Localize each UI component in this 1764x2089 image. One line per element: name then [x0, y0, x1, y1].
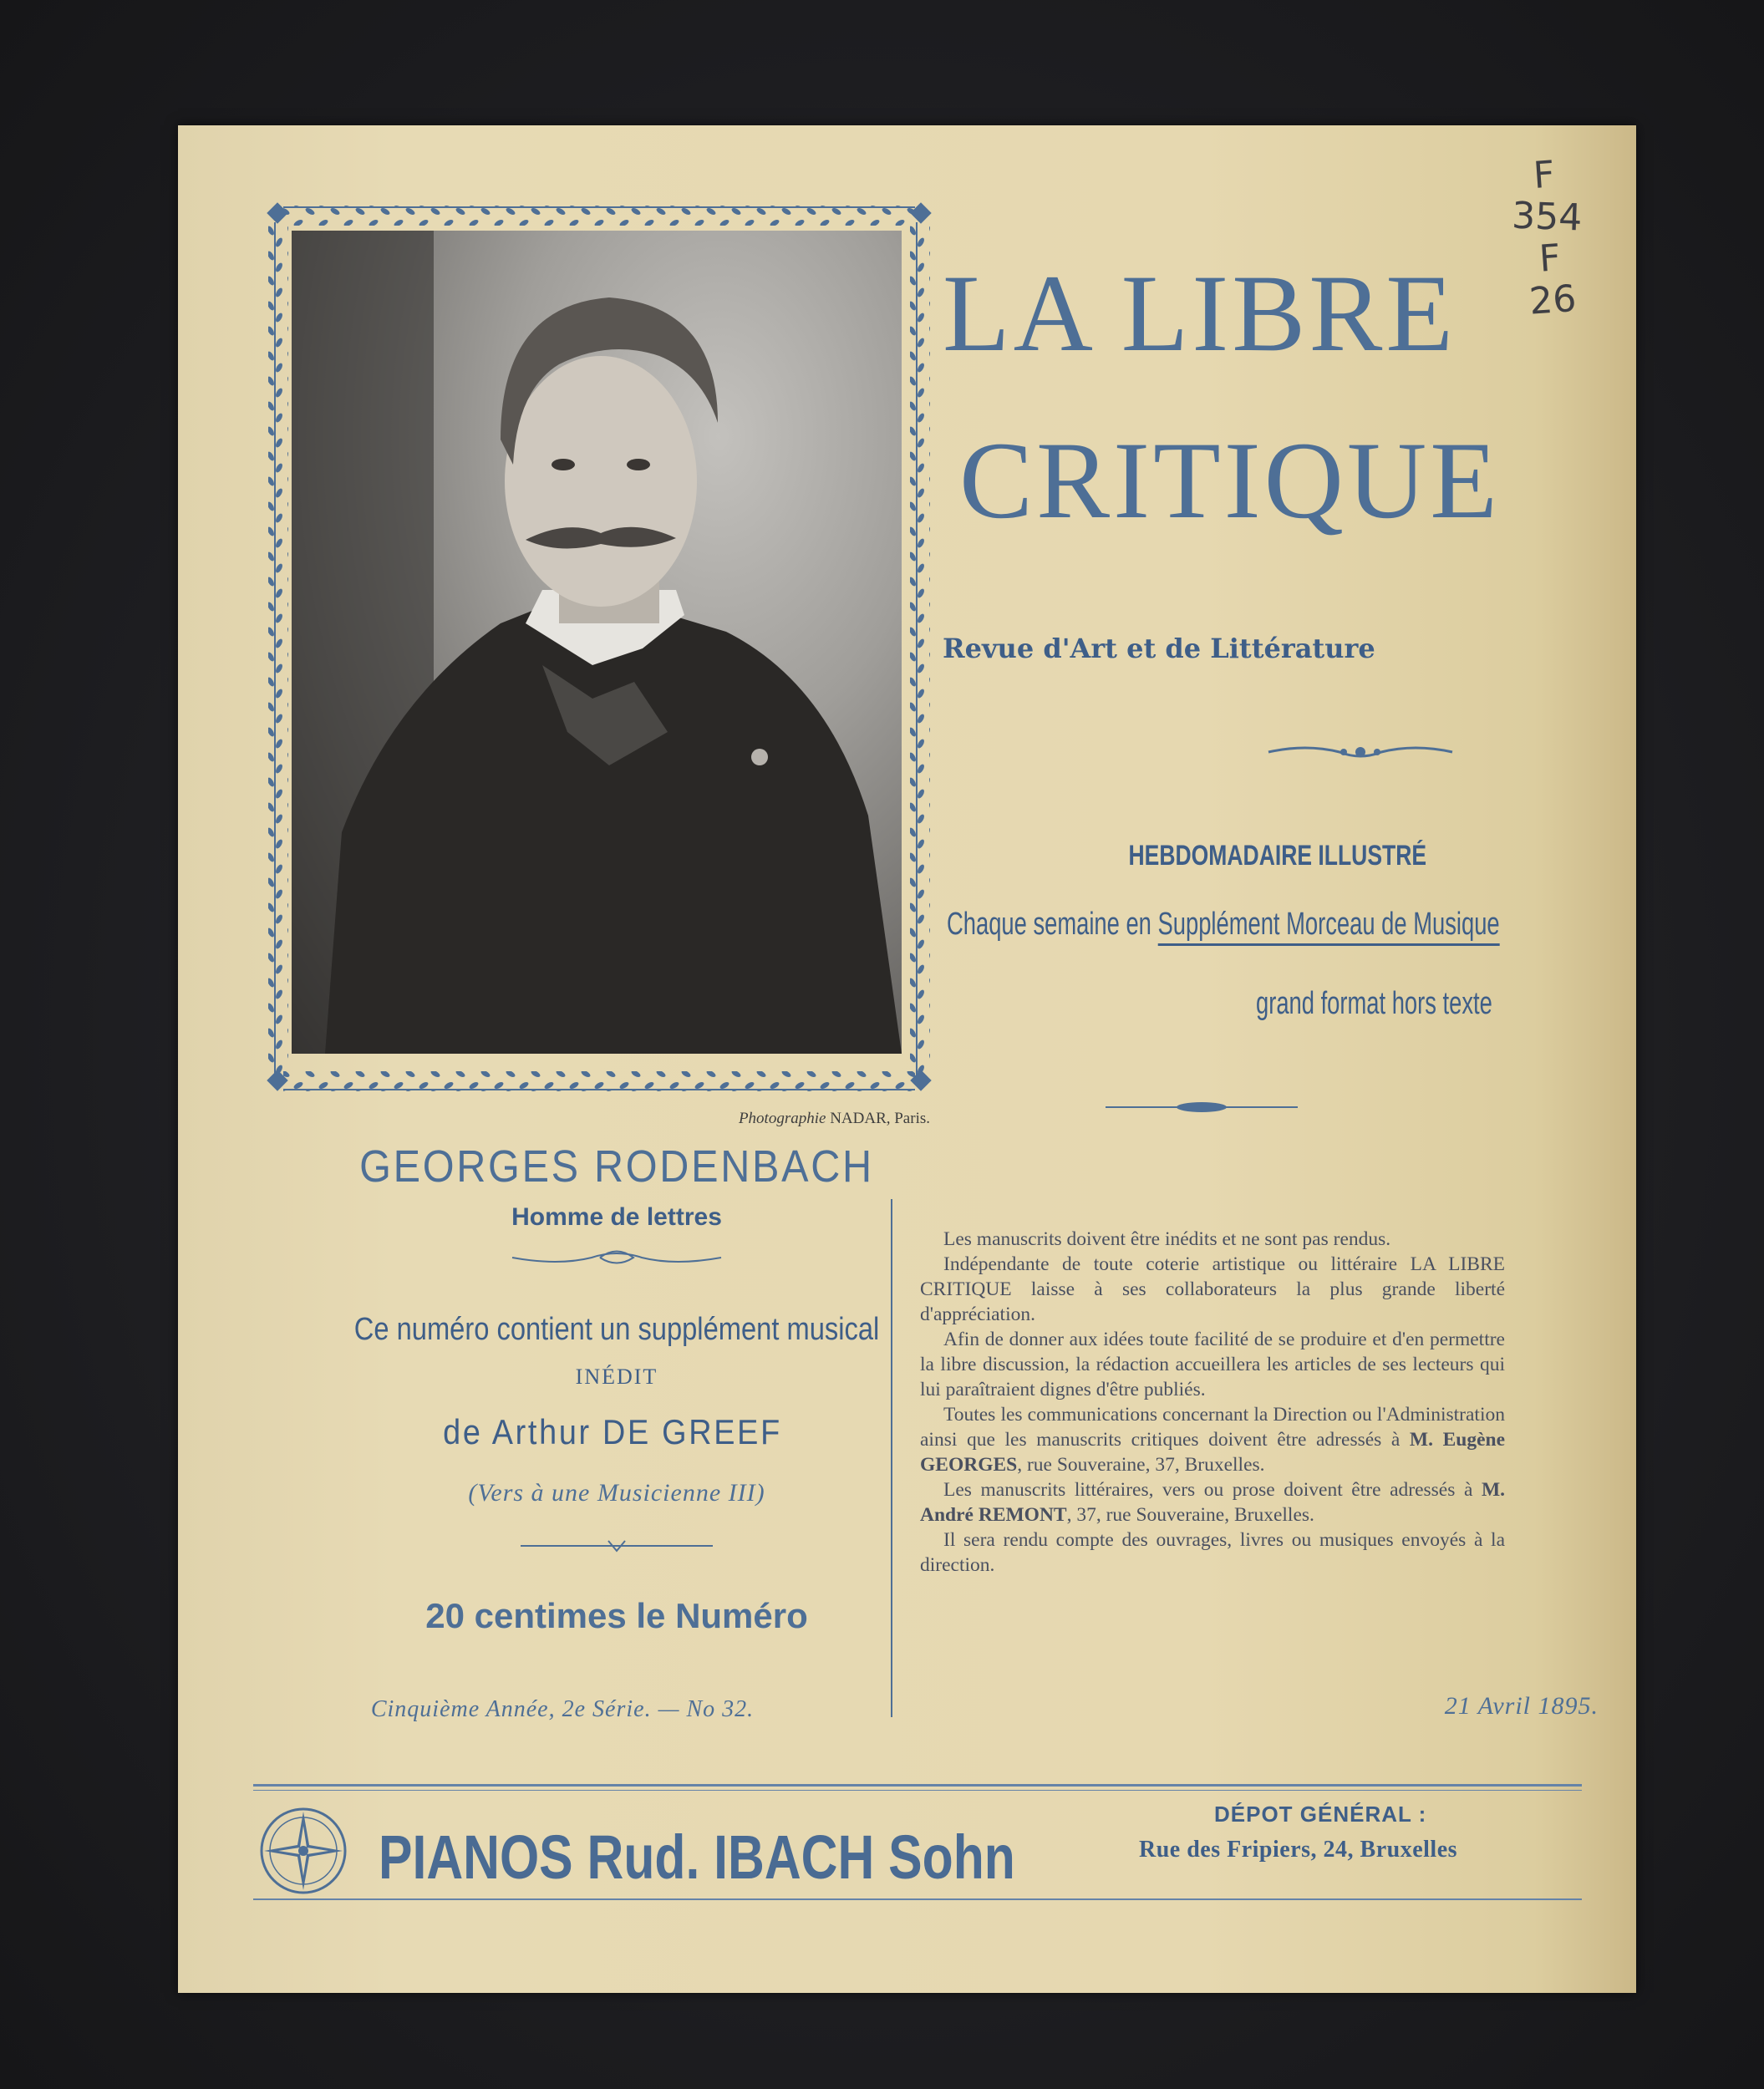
ornament-divider [516, 1538, 717, 1554]
column-divider [891, 1199, 892, 1717]
notice-paragraph: Indépendante de toute coterie artistique ou littéraire LA LIBRE CRITIQUE laisse à ses collaborateurs la plus grande liberté d'appréciation. [920, 1253, 1505, 1325]
notice-paragraph [920, 1402, 1505, 1477]
compass-star-logo-icon [257, 1805, 349, 1897]
supplement-format: grand format hors texte [1256, 986, 1492, 1021]
supplement-underlined: Supplément Morceau de Musique [1158, 907, 1500, 946]
notice-text: , rue Souveraine, 37, Bruxelles. [1017, 1454, 1265, 1476]
supplement-line [947, 907, 1500, 943]
editorial-notice [920, 1227, 1505, 1578]
depot-title: DÉPOT GÉNÉRAL : [1214, 1802, 1427, 1827]
supplement-prefix: Chaque semaine en [947, 907, 1151, 942]
ad-rule [253, 1784, 1582, 1787]
frequency-label: HEBDOMADAIRE ILLUSTRÉ [1128, 840, 1427, 872]
notice-text: Toutes les communications concernant la Direction ou l'Administration ainsi que les manuscrits critiques doivent être adressés à [920, 1404, 1505, 1451]
shelfmark-line: 354 [1511, 194, 1584, 240]
ad-rule [253, 1790, 1582, 1791]
shelfmark-line: F [1538, 236, 1563, 281]
portrait-photograph [292, 231, 902, 1054]
editor-name: M. Eugène GEORGES [920, 1429, 1505, 1476]
literary-editor-name: M. André REMONT [920, 1479, 1506, 1526]
music-supplement-note: Ce numéro contient un supplément musical [353, 1312, 880, 1347]
photo-credit-label: Photographie [738, 1110, 826, 1127]
music-work-title: (Vers à une Musicienne III) [468, 1479, 765, 1507]
notice-paragraph: Il sera rendu compte des ouvrages, livres ou musiques envoyés à la direction. [920, 1529, 1505, 1576]
photo-credit [679, 1110, 930, 1128]
notice-text: Les manuscrits littéraires, vers ou prose doivent être adressés à [943, 1479, 1473, 1501]
masthead-title-line1: LA LIBRE [943, 252, 1456, 374]
depot-address: Rue des Fripiers, 24, Bruxelles [1139, 1837, 1458, 1863]
issue-date: 21 Avril 1895. [1444, 1692, 1599, 1720]
notice-paragraph: Les manuscrits doivent être inédits et ne sont pas rendus. [943, 1228, 1391, 1250]
unpublished-label: INÉDIT [575, 1365, 658, 1389]
shelfmark-line: 26 [1528, 277, 1578, 323]
ornament-divider [1264, 740, 1456, 765]
ornament-divider [1101, 1099, 1302, 1116]
portrait-frame [265, 197, 933, 1102]
masthead-subtitle: Revue d'Art et de Littérature [943, 633, 1375, 664]
ornament-divider [508, 1245, 725, 1270]
masthead-title-line2: CRITIQUE [959, 419, 1501, 541]
notice-paragraph [920, 1477, 1505, 1527]
magazine-cover [178, 125, 1636, 1993]
featured-person-role: Homme de lettres [511, 1203, 722, 1231]
ad-rule [253, 1898, 1582, 1900]
portrait-figure [292, 231, 902, 1054]
issue-number: Cinquième Année, 2e Série. — No 32. [370, 1696, 755, 1722]
notice-text: , 37, rue Souveraine, Bruxelles. [1066, 1504, 1314, 1526]
composer-credit: de Arthur DE GREEF [443, 1412, 782, 1451]
notice-paragraph: Afin de donner aux idées toute facilité de se produire et d'en permettre la libre discussion, la rédaction accueillera les articles de ses lecteurs qui lui paraîtraient dignes d'être publiés. [920, 1329, 1505, 1400]
issue-price: 20 centimes le Numéro [425, 1596, 808, 1635]
advertiser-name: PIANOS Rud. IBACH Sohn [379, 1822, 1015, 1892]
shelfmark-line: F [1532, 153, 1557, 198]
photo-credit-studio: NADAR, Paris. [830, 1110, 930, 1127]
featured-person-name: GEORGES RODENBACH [359, 1141, 874, 1192]
